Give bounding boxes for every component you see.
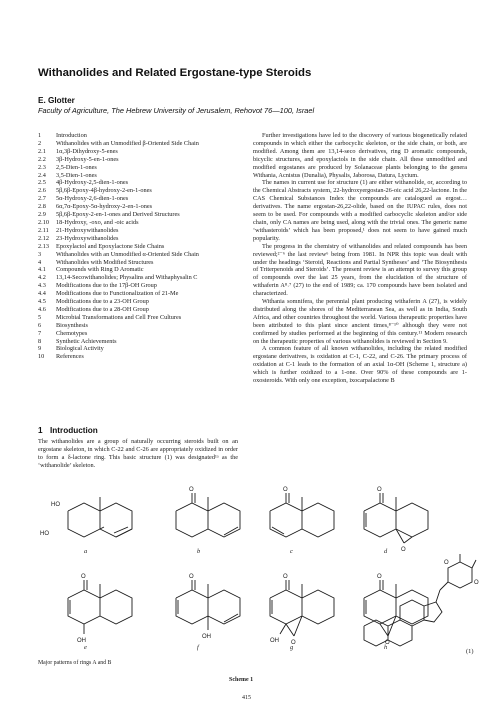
toc-item-label: Compounds with Ring D Aromatic <box>56 266 144 274</box>
article-title: Withanolides and Related Ergostane-type Steroids <box>38 67 312 79</box>
toc-item <box>38 219 233 227</box>
toc-item <box>38 298 233 306</box>
toc-item-label: Withanolides with Modified Structures <box>56 258 154 266</box>
structure-e <box>68 574 132 644</box>
toc-item <box>38 132 233 140</box>
scheme-title: Scheme 1 <box>229 677 254 683</box>
toc-item <box>38 306 233 314</box>
label-ho-bottom: HO <box>40 531 49 537</box>
label-o-e: O <box>81 574 86 580</box>
body-paragraph: Withania somnifera, the perennial plant producing withaferin A (27), is widely distributed along the shores of the Mediterranean Sea, as well as in India, South Africa, and other countries throughout the world. Various therapeutic properties have been attributed to this plant since ancient times,⁸⁻¹⁰ although they were not confirmed by studies performed at the beginning of this century.¹¹ Modern research on the therapeutic properties of various withanolides is reviewed in Section 9. <box>253 298 467 345</box>
label-o-lactone-carbonyl: O <box>474 580 479 586</box>
compound-label-1: (1) <box>466 648 474 655</box>
toc-item-label: Synthetic Achievements <box>56 337 117 345</box>
toc-item <box>38 156 233 164</box>
toc-item-number: 1 <box>38 132 42 139</box>
toc-item-label: Modifications due to Functionalization of 21-Me <box>56 290 179 298</box>
author-affiliation: Faculty of Agriculture, The Hebrew University of Jerusalem, Rehovot 76—100, Israel <box>38 106 315 115</box>
toc-item-label: Introduction <box>56 132 87 139</box>
toc-item-label: Epoxylactol and Epoxylactone Side Chains <box>56 242 165 250</box>
toc-item-label: Modifications due to the 17β-OH Group <box>56 282 157 290</box>
toc-item-number: 10 <box>38 353 45 361</box>
toc-item <box>38 187 233 195</box>
body-paragraph: The progress in the chemistry of withanolides and related compounds has been reviewed;²⁻⁶ the last review⁶ being from 1981. In NPR this topic was dealt with under the headings ‘Steroid, Reactions and Partial Syntheses’ and ‘The Biosynthesis of Triterpenoids and Steroids’. The present review is an attempt to survey this group of compounds over the last 25 years, from the elucidation of the structure of withaferin A⁸˒⁷ (27) to the end of 1989; ca. 170 compounds have been isolated and characterized. <box>253 242 467 298</box>
section-number: 1 <box>38 426 43 435</box>
label-o-g: O <box>291 640 296 646</box>
toc-item-label: References <box>56 353 84 361</box>
label-o-b: O <box>189 487 194 493</box>
label-o-d1: O <box>377 487 382 493</box>
toc-item <box>38 140 233 148</box>
toc-item-label: 21-Hydroxywithanolides <box>56 226 119 234</box>
structure-label-d: d <box>384 548 388 555</box>
body-paragraph: A common feature of all known withanolides, including the related modified ergostane derivatives, is oxidation at C-1, C-22, and C-26. The primary process of oxidation at C-1 leads to the formation of an axial 1α-OH (Scheme 1, structure a) which is further oxidized to a 1-one. Over 90% of these compounds are 1-oxosteroids. With only one exception, ixocarpalactone B <box>253 345 467 385</box>
scheme-figure <box>38 486 479 668</box>
toc-item-number: 4.6 <box>38 305 46 313</box>
structure-label-e: e <box>84 644 87 651</box>
toc-item <box>38 235 233 243</box>
toc-item-label: 1α,3β-Dihydroxy-5-enes <box>56 147 118 155</box>
structure-label-g: g <box>290 644 294 651</box>
toc-item-label: 5α-Hydroxy-2,6-dien-1-ones <box>56 195 129 203</box>
label-o-g1: O <box>283 574 288 580</box>
toc-item-label: Biosynthesis <box>56 321 88 329</box>
section-heading <box>38 426 98 435</box>
toc-item-number: 2.10 <box>38 218 49 226</box>
structure-label-f: f <box>197 644 199 651</box>
body-paragraph: The names in current use for structure (1) are either withanolide, or, according to the Chemical Abstracts system, 22-hydroxyergostan-26-oic acid 26,22-lactone. In the CAS Chemical Substances Index the compounds are catalogued as ergost…derivatives. The name ergostan-26,22-olide, based on the IUPAC rules, does not seem to be used. For compounds with a modified carbocyclic skeleton and/or side chain, only CA names are being used, along with the trivial ones. The generic name ‘withasteroids’ which has been proposed,¹ does not seem to have gained much popularity. <box>253 179 467 242</box>
page-number: 415 <box>242 695 251 701</box>
label-ho-top: HO <box>51 502 60 508</box>
toc-item <box>38 266 233 274</box>
toc-item-label: 5β,6β-Epoxy-2-en-1-ones and Derived Structures <box>56 211 180 219</box>
label-o-d: O <box>401 547 406 553</box>
label-oh-g: OH <box>270 638 279 644</box>
structure-label-h: h <box>384 644 388 651</box>
section-title: Introduction <box>50 426 98 435</box>
toc-item-number: 2.2 <box>38 155 46 163</box>
toc-item <box>38 164 233 172</box>
toc-item-number: 2.5 <box>38 179 46 187</box>
toc-item <box>38 259 233 267</box>
toc-item-number: 2.3 <box>38 163 46 171</box>
toc-item <box>38 172 233 180</box>
toc-item-label: 4β-Hydroxy-2,5-dien-1-ones <box>56 179 129 187</box>
toc-item <box>38 148 233 156</box>
toc-item-number: 4.2 <box>38 274 46 282</box>
toc-item <box>38 345 233 353</box>
label-o-h: O <box>385 640 390 646</box>
toc-item <box>38 227 233 235</box>
intro-paragraph: The withanolides are a group of naturally occurring steroids built on an ergostane skeleton, in which C-22 and C-26 are appropriately oxidized in order to form a δ-lactone ring. This basic structure (1) was designated¹ᵃ as the ‘withanolide’ skeleton. <box>38 438 238 469</box>
structure-h <box>364 574 428 646</box>
toc-item-label: 18-Hydroxy, -oxo, and -oic acids <box>56 218 139 226</box>
toc-item-number: 4.4 <box>38 290 46 298</box>
toc-item-number: 3 <box>38 250 42 258</box>
label-o-lactone-ring: O <box>444 560 449 566</box>
toc-item-label: 13,14-Secowithanolides; Physalins and Withaphysalin C <box>56 274 198 282</box>
label-o-h1: O <box>377 574 382 580</box>
toc-item-label: 2,5-Dien-1-ones <box>56 163 97 171</box>
author-name: E. Glotter <box>38 96 75 105</box>
structure-f <box>176 574 240 640</box>
toc-item-label: Biological Activity <box>56 345 104 353</box>
toc-item <box>38 251 233 259</box>
structure-a <box>40 497 132 537</box>
scheme-structures <box>38 486 479 668</box>
right-column <box>253 132 467 385</box>
toc-item <box>38 195 233 203</box>
toc-item-number: 4.5 <box>38 298 46 306</box>
toc-item-number: 2.7 <box>38 195 46 203</box>
toc-item <box>38 322 233 330</box>
toc-item-number: 2.1 <box>38 147 46 155</box>
toc-item-number: 6 <box>38 321 42 329</box>
structure-d <box>364 487 428 553</box>
toc-item <box>38 203 233 211</box>
toc-item-number: 2.13 <box>38 242 49 250</box>
toc-item-label: 6α,7α-Epoxy-5α-hydroxy-2-en-1-ones <box>56 203 153 211</box>
toc-item-number: 5 <box>38 313 42 321</box>
structure-withanolide-skeleton <box>364 554 479 646</box>
toc-item-number: 2 <box>38 139 42 147</box>
structure-c <box>270 487 334 537</box>
structure-label-c: c <box>290 548 293 555</box>
toc-item <box>38 338 233 346</box>
label-o-f: O <box>189 574 194 580</box>
scheme-caption: Major patterns of rings A and B <box>38 660 112 666</box>
toc-item-number: 2.12 <box>38 234 49 242</box>
toc-item <box>38 353 233 361</box>
structure-b <box>176 487 240 537</box>
toc-item-number: 8 <box>38 337 42 345</box>
toc-item-label: Microbial Transformations and Cell Free Cultures <box>56 313 182 321</box>
body-paragraph: Further investigations have led to the discovery of various biogenetically related compounds in which either the carbocyclic skeleton, or the side chain, or both, are modified. Among them are 13,14-seco derivatives, ring D aromatic compounds, bicyclic structures, and epoxylactols in the side chain. All these unmodified and modified ergostanes are produced by Solanaceae plants belonging to the genera Withania, Acnistus (Dunalia), Physalis, Jaborosa, Datura, Lycium. <box>253 132 467 179</box>
toc-item <box>38 314 233 322</box>
label-o-c: O <box>283 487 288 493</box>
toc-item-label: Withanolides with an Unmodified α-Oriented Side Chain <box>56 250 199 258</box>
toc-item-number: 4.1 <box>38 266 46 274</box>
toc-item-label: 23-Hydroxywithanolides <box>56 234 119 242</box>
toc-item-label: Modifications due to a 28-OH Group <box>56 305 149 313</box>
toc-item <box>38 290 233 298</box>
table-of-contents <box>38 132 233 361</box>
toc-item-number: 2.11 <box>38 226 49 234</box>
label-oh-e: OH <box>77 638 86 644</box>
toc-item-number: 9 <box>38 345 42 353</box>
toc-item-number: 4 <box>38 258 42 266</box>
toc-item-label: 3β-Hydroxy-5-en-1-ones <box>56 155 119 163</box>
toc-item-number: 2.9 <box>38 211 46 219</box>
toc-item-label: 5β,6β-Epoxy-4β-hydroxy-2-en-1-ones <box>56 187 152 195</box>
structure-label-b: b <box>197 548 201 555</box>
toc-item-label: Chemotypes <box>56 329 88 337</box>
toc-item-label: Modifications due to a 23-OH Group <box>56 298 149 306</box>
toc-item-number: 7 <box>38 329 42 337</box>
toc-item-label: Withanolides with an Unmodified β-Oriented Side Chain <box>56 139 199 147</box>
structure-g <box>270 574 334 646</box>
toc-item <box>38 243 233 251</box>
toc-item-number: 2.6 <box>38 187 46 195</box>
toc-item-number: 4.3 <box>38 282 46 290</box>
label-oh-f: OH <box>202 634 211 640</box>
toc-item <box>38 211 233 219</box>
toc-item <box>38 330 233 338</box>
toc-item-number: 2.4 <box>38 171 46 179</box>
structure-label-a: a <box>84 548 88 555</box>
toc-item-number: 2.8 <box>38 203 46 211</box>
toc-item-label: 3,5-Dien-1-ones <box>56 171 97 179</box>
toc-item <box>38 179 233 187</box>
toc-item <box>38 282 233 290</box>
toc-item <box>38 274 233 282</box>
